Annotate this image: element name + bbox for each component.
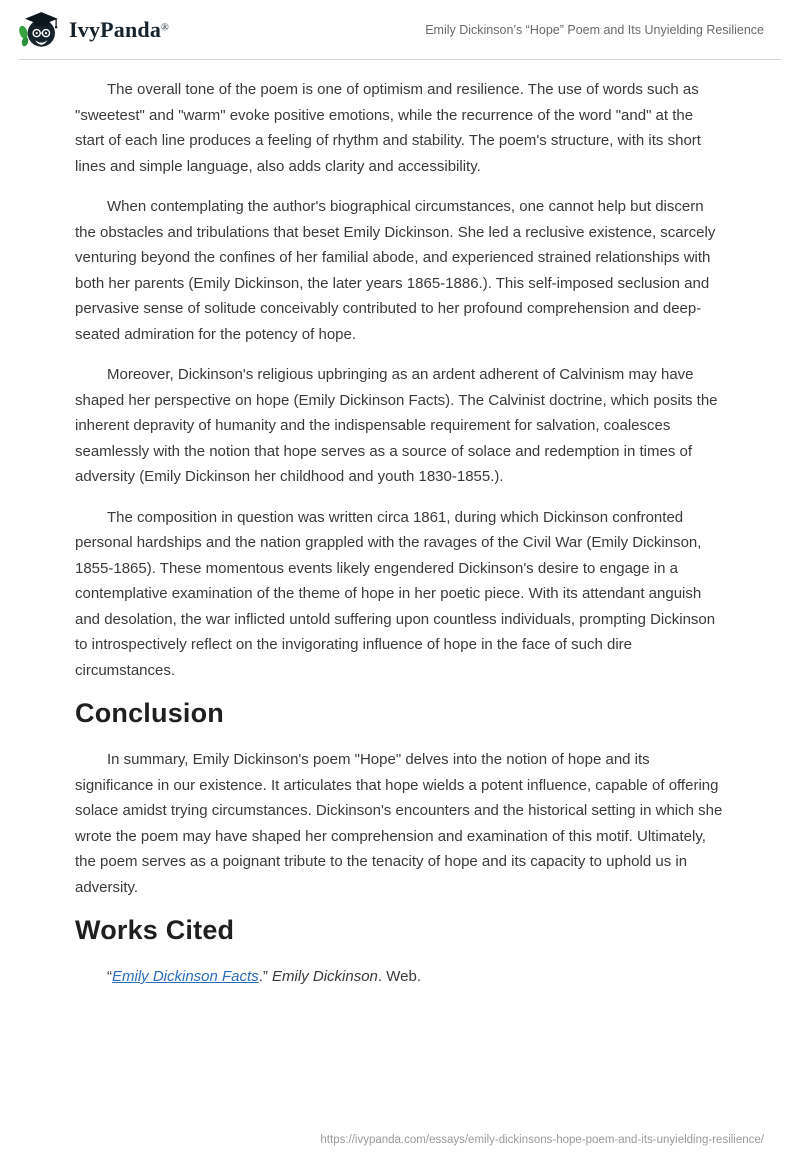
page-url[interactable]: https://ivypanda.com/essays/emily-dickinsons-hope-poem-and-its-unyielding-resilience/ [320, 1134, 764, 1146]
citation-link[interactable]: Emily Dickinson Facts [112, 968, 259, 985]
essay-paragraph: The overall tone of the poem is one of optimism and resilience. The use of words such as "sweetest" and "warm" evoke positive emotions, while the recurrence of the word "and" at the start of each line produces a feeling of rhythm and stability. The poem's structure, with its short lines and simple language, also adds clarity and accessibility. [75, 81, 701, 175]
brand-name: IvyPanda [69, 17, 162, 42]
conclusion-paragraph: In summary, Emily Dickinson's poem "Hope" delves into the notion of hope and its significance in our existence. It articulates that hope wields a potent influence, capable of offering solace amidst trying circumstances. Dickinson's encounters and the historical setting in which she wrote the poem may have shaped her comprehension and examination of this motif. Ultimately, the poem serves as a poignant tribute to the tenacity of hope and its capacity to uphold us in adversity. [75, 751, 723, 896]
citation-entry [75, 964, 723, 990]
citation-after-link: .” [258, 968, 273, 985]
works-cited-heading: Works Cited [75, 915, 235, 945]
registered-mark: ® [161, 22, 169, 34]
citation-source: Emily Dickinson [272, 968, 378, 985]
essay-paragraph: When contemplating the author's biographical circumstances, one cannot help but discern the obstacles and tribulations that beset Emily Dickinson. She led a reclusive existence, scarcely venturing beyond the confines of her familial abode, and experienced strained relationships with both her parents (Emily Dickinson, the later years 1865-1886.). This self-imposed seclusion and pervasive sense of solitude conceivably contributed to her profound comprehension and deep-seated admiration for the potency of hope. [75, 198, 716, 343]
page-header [0, 0, 800, 59]
essay-paragraph: The composition in question was written circa 1861, during which Dickinson confronted personal hardships and the nation grappled with the ravages of the Civil War (Emily Dickinson, 1855-1865). These momentous events likely engendered Dickinson's desire to engage in a contemplative examination of the theme of hope in her poetic piece. With its attendant anguish and desolation, the war inflicted untold suffering upon countless individuals, prompting Dickinson to introspectively reflect on the invigorating influence of hope in the face of such dire circumstances. [75, 508, 716, 679]
ivypanda-logo-icon [18, 9, 60, 51]
ivypanda-brand[interactable] [18, 9, 169, 51]
citation-suffix: . Web. [377, 968, 421, 985]
page-footer [320, 1130, 764, 1148]
document-title: Emily Dickinson’s “Hope” Poem and Its Unyielding Resilience [425, 23, 764, 37]
citation-open-quote: “ [107, 968, 112, 985]
essay-paragraph: Moreover, Dickinson's religious upbringing as an ardent adherent of Calvinism may have shaped her perspective on hope (Emily Dickinson Facts). The Calvinist doctrine, which posits the inherent depravity of humanity and the indispensable requirement for salvation, coalesces seamlessly with the notion that hope serves as a source of solace and redemption in times of adversity (Emily Dickinson her childhood and youth 1830-1855.). [75, 366, 718, 485]
conclusion-heading: Conclusion [75, 698, 224, 728]
essay-content [0, 60, 800, 990]
